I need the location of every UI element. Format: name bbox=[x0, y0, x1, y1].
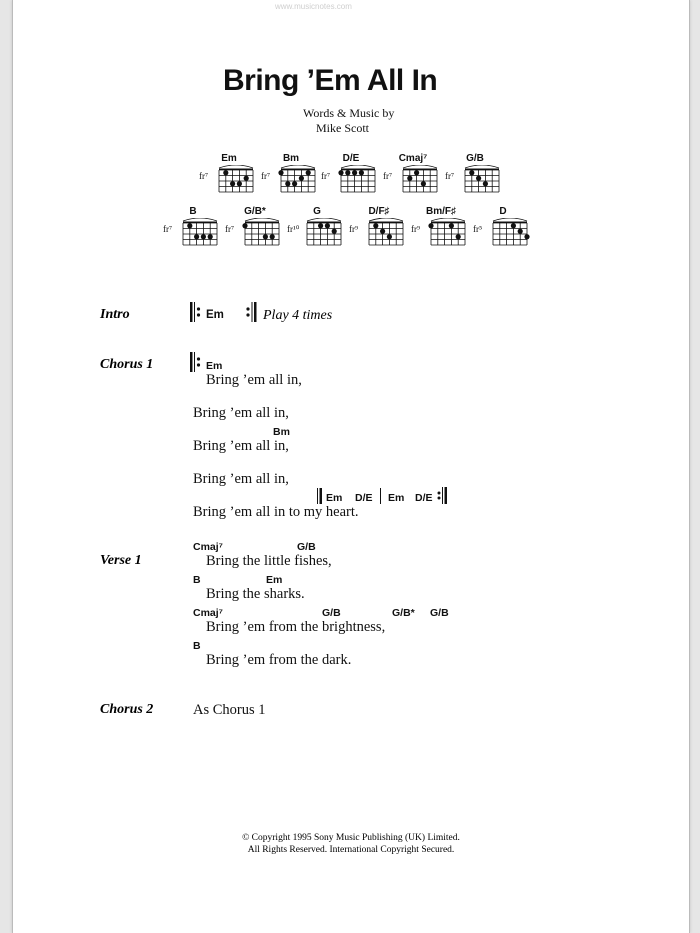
chord-grid bbox=[489, 218, 533, 250]
finger-dot bbox=[338, 170, 343, 175]
chord-grid bbox=[427, 218, 471, 250]
lyric-chord: Em bbox=[326, 492, 343, 504]
lyric-chord: D/E bbox=[415, 492, 433, 504]
chord-diagram-name: D bbox=[499, 206, 507, 217]
finger-dot bbox=[242, 223, 247, 228]
finger-dot bbox=[292, 181, 297, 186]
repeat-start-sign bbox=[189, 302, 203, 324]
chord-diagram-name: G/B* bbox=[244, 206, 266, 217]
finger-dot bbox=[380, 229, 385, 234]
copyright-line-1: © Copyright 1995 Sony Music Publishing (UK) Limited. bbox=[242, 833, 460, 843]
credit-composer: Mike Scott bbox=[316, 121, 369, 135]
section-label-chorus-1: Chorus 1 bbox=[100, 357, 154, 372]
fret-label: fr⁷ bbox=[445, 171, 455, 181]
chord-grid bbox=[241, 218, 285, 250]
barline bbox=[379, 488, 383, 506]
finger-dot bbox=[194, 234, 199, 239]
fret-label: fr⁵ bbox=[473, 224, 483, 234]
lyric-chord: D/E bbox=[355, 492, 373, 504]
fret-label: fr⁷ bbox=[199, 171, 209, 181]
finger-dot bbox=[270, 234, 275, 239]
lyric-line: Bring ’em all in, bbox=[193, 438, 289, 454]
chord-grid bbox=[461, 165, 505, 197]
intro-chord: Em bbox=[206, 309, 224, 321]
lyric-line: Bring ’em from the brightness, bbox=[206, 619, 386, 635]
finger-dot bbox=[299, 176, 304, 181]
finger-dot bbox=[201, 234, 206, 239]
finger-dot bbox=[306, 170, 311, 175]
lyric-line: Bring ’em from the dark. bbox=[206, 652, 352, 668]
chord-grid bbox=[179, 218, 223, 250]
lyric-chord: Cmaj⁷ bbox=[193, 607, 224, 619]
finger-dot bbox=[483, 181, 488, 186]
chord-grid bbox=[277, 165, 321, 197]
sheet-page bbox=[12, 0, 690, 933]
lyric-line: Bring ’em all in, bbox=[193, 405, 289, 421]
watermark-text: www.musicnotes.com bbox=[275, 2, 352, 11]
lyric-line: Bring the sharks. bbox=[206, 586, 305, 602]
finger-dot bbox=[359, 170, 364, 175]
section-label-intro: Intro bbox=[100, 307, 130, 322]
lyric-chord: B bbox=[193, 640, 201, 652]
chord-grid bbox=[215, 165, 259, 197]
finger-dot bbox=[285, 181, 290, 186]
song-title: Bring ’Em All In bbox=[223, 64, 438, 97]
chord-diagram-name: Cmaj⁷ bbox=[398, 153, 428, 164]
lyric-line: Bring the little fishes, bbox=[206, 553, 332, 569]
fret-label: fr⁹ bbox=[411, 224, 421, 234]
finger-dot bbox=[223, 170, 228, 175]
copyright-line-2: All Rights Reserved. International Copyright Secured. bbox=[247, 845, 455, 855]
chord-diagram-name: Em bbox=[221, 153, 237, 164]
finger-dot bbox=[407, 176, 412, 181]
fret-label: fr⁷ bbox=[261, 171, 271, 181]
fret-label: fr⁷ bbox=[383, 171, 393, 181]
lyric-line: Bring ’em all in, bbox=[193, 471, 289, 487]
repeat-start-sign bbox=[189, 352, 203, 374]
finger-dot bbox=[325, 223, 330, 228]
lyric-chord: Cmaj⁷ bbox=[193, 541, 224, 553]
section-label-chorus-2: Chorus 2 bbox=[100, 702, 154, 717]
finger-dot bbox=[518, 229, 523, 234]
chord-grid bbox=[399, 165, 443, 197]
repeat-end-sign bbox=[437, 487, 449, 507]
repeat-end-sign bbox=[245, 302, 259, 324]
chord-diagram-name: G/B bbox=[466, 153, 484, 164]
finger-dot bbox=[456, 234, 461, 239]
finger-dot bbox=[476, 176, 481, 181]
finger-dot bbox=[511, 223, 516, 228]
chord-diagram-name: G bbox=[313, 206, 321, 217]
chord-diagram-name: D/F♯ bbox=[368, 206, 390, 217]
finger-dot bbox=[278, 170, 283, 175]
finger-dot bbox=[244, 176, 249, 181]
finger-dot bbox=[352, 170, 357, 175]
finger-dot bbox=[524, 234, 529, 239]
credit-words-music: Words & Music by bbox=[303, 106, 395, 120]
chord-grid bbox=[365, 218, 409, 250]
finger-dot bbox=[318, 223, 323, 228]
lyric-line: Bring ’em all in, bbox=[206, 372, 302, 388]
fret-label: fr⁷ bbox=[163, 224, 173, 234]
finger-dot bbox=[332, 229, 337, 234]
lyric-chord: G/B bbox=[297, 541, 316, 553]
finger-dot bbox=[387, 234, 392, 239]
chorus-2-instruction: As Chorus 1 bbox=[193, 702, 266, 718]
finger-dot bbox=[187, 223, 192, 228]
chord-grid bbox=[337, 165, 381, 197]
fret-label: fr⁷ bbox=[321, 171, 331, 181]
finger-dot bbox=[421, 181, 426, 186]
finger-dot bbox=[237, 181, 242, 186]
lyric-chord: G/B* bbox=[392, 607, 415, 619]
finger-dot bbox=[414, 170, 419, 175]
fret-label: fr⁷ bbox=[225, 224, 235, 234]
chord-diagram-name: B bbox=[189, 206, 197, 217]
finger-dot bbox=[345, 170, 350, 175]
fret-label: fr⁹ bbox=[349, 224, 359, 234]
section-label-verse-1: Verse 1 bbox=[100, 553, 142, 568]
finger-dot bbox=[373, 223, 378, 228]
finger-dot bbox=[469, 170, 474, 175]
chord-grid bbox=[303, 218, 347, 250]
lyric-chord: Em bbox=[266, 574, 283, 586]
intro-repeat-note: Play 4 times bbox=[263, 308, 333, 323]
finger-dot bbox=[230, 181, 235, 186]
finger-dot bbox=[449, 223, 454, 228]
chord-diagram-name: Bm bbox=[282, 153, 300, 164]
lyric-chord: G/B bbox=[322, 607, 341, 619]
finger-dot bbox=[208, 234, 213, 239]
lyric-chord: Em bbox=[206, 360, 223, 372]
chord-diagram-name: Bm/F♯ bbox=[426, 206, 456, 217]
lyric-line: Bring ’em all in to my heart. bbox=[193, 504, 359, 520]
lyric-chord: B bbox=[193, 574, 201, 586]
finger-dot bbox=[428, 223, 433, 228]
lyric-chord: G/B bbox=[430, 607, 449, 619]
lyric-chord: Bm bbox=[273, 426, 290, 438]
chord-diagram-name: D/E bbox=[342, 153, 360, 164]
fret-label: fr¹⁰ bbox=[287, 224, 300, 234]
finger-dot bbox=[263, 234, 268, 239]
lyric-chord: Em bbox=[388, 492, 405, 504]
